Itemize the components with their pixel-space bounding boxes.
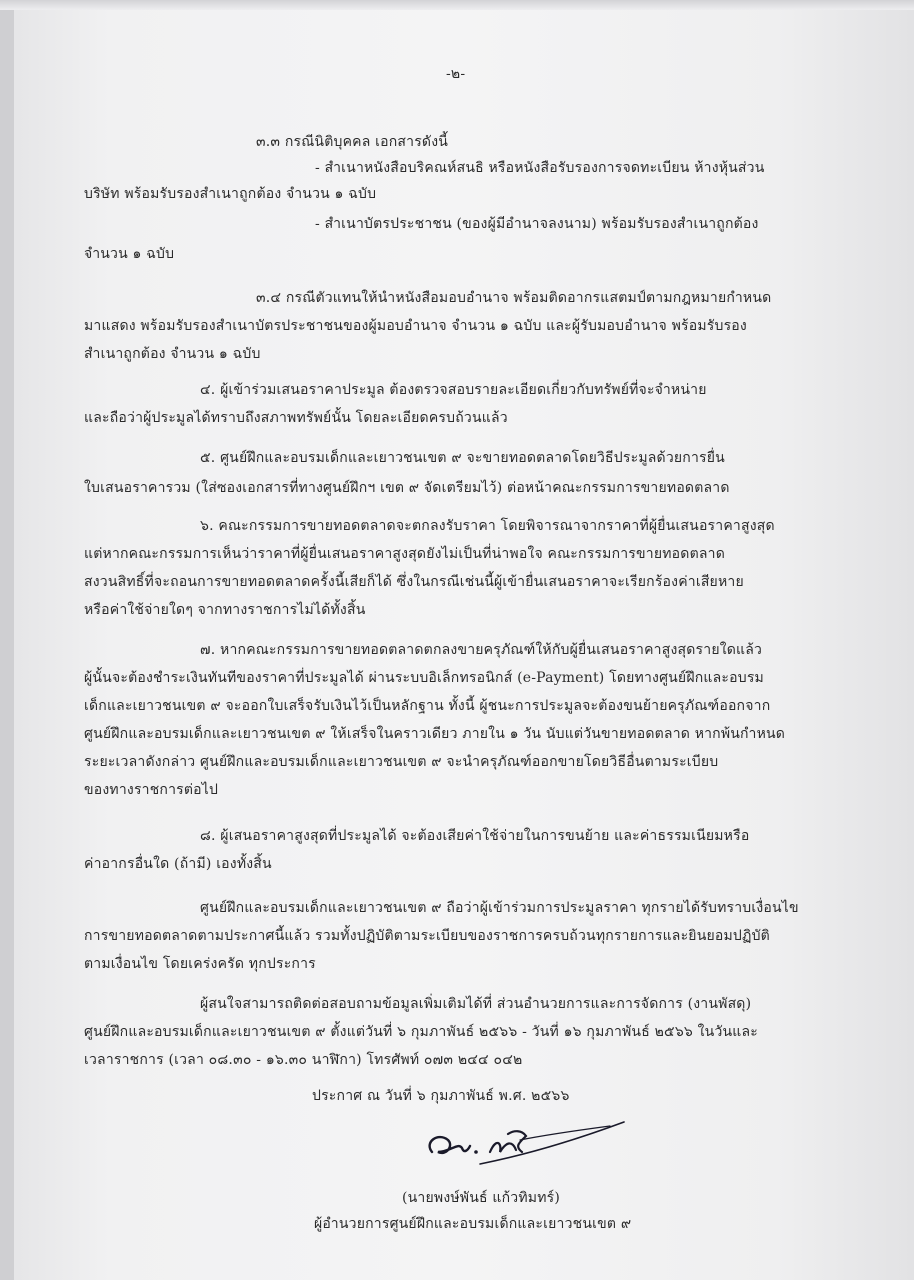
closing-1-line2: การขายทอดตลาดตามประกาศนี้แล้ว รวมทั้งปฏิบัติตามระเบียบของราชการครบถ้วนทุกรายการและยินยอมปฏิบัติ (84, 928, 770, 944)
section-3-3-heading: ๓.๓ กรณีนิติบุคคล เอกสารดังนี้ (256, 134, 449, 150)
closing-2-line1: ผู้สนใจสามารถติดต่อสอบถามข้อมูลเพิ่มเติมได้ที่ ส่วนอำนวยการและการจัดการ (งานพัสดุ) (200, 996, 752, 1012)
signatory-name: (นายพงษ์พันธ์ แก้วทิมทร์) (402, 1190, 561, 1206)
section-7-line3: เด็กและเยาวชนเขต ๙ จะออกใบเสร็จรับเงินไว้เป็นหลักฐาน ทั้งนี้ ผู้ชนะการประมูลจะต้องขนย้ายครุภัณฑ์ออกจาก (84, 698, 771, 714)
section-8-line2: ค่าอากรอื่นใด (ถ้ามี) เองทั้งสิ้น (84, 856, 272, 872)
section-4-line2: และถือว่าผู้ประมูลได้ทราบถึงสภาพทรัพย์นั้น โดยละเอียดครบถ้วนแล้ว (84, 410, 508, 426)
section-3-4-line2: มาแสดง พร้อมรับรองสำเนาบัตรประชาชนของผู้มอบอำนาจ จำนวน ๑ ฉบับ และผู้รับมอบอำนาจ พร้อมรับรอง (84, 318, 747, 334)
section-7-line4: ศูนย์ฝึกและอบรมเด็กและเยาวชนเขต ๙ ให้เสร็จในคราวเดียว ภายใน ๑ วัน นับแต่วันขายทอดตลาด หากพ้นกำหนด (84, 726, 786, 742)
section-7-line6: ของทางราชการต่อไป (84, 782, 219, 798)
section-6-line2: แต่หากคณะกรรมการเห็นว่าราคาที่ผู้ยื่นเสนอราคาสูงสุดยังไม่เป็นที่น่าพอใจ คณะกรรมการขายทอดตลาด (84, 546, 726, 562)
page-number: -๒- (446, 66, 466, 82)
section-6-line4: หรือค่าใช้จ่ายใดๆ จากทางราชการไม่ได้ทั้งสิ้น (84, 602, 366, 618)
section-6-line3: สงวนสิทธิ์ที่จะถอนการขายทอดตลาดครั้งนี้เสียก็ได้ ซึ่งในกรณีเช่นนี้ผู้เข้ายื่นเสนอราคาจะเรียกร้องค่าเสียหาย (84, 574, 744, 590)
section-7-line2: ผู้นั้นจะต้องชำระเงินทันทีของราคาที่ประมูลได้ ผ่านระบบอิเล็กทรอนิกส์ (e-Payment) โดยทางศูนย์ฝึกและอบรม (84, 670, 764, 686)
signatory-position: ผู้อำนวยการศูนย์ฝึกและอบรมเด็กและเยาวชนเขต ๙ (314, 1216, 632, 1232)
section-3-3-item2-cont: จำนวน ๑ ฉบับ (84, 246, 175, 262)
closing-2-line3: เวลาราชการ (เวลา ๐๘.๓๐ - ๑๖.๓๐ นาฬิกา) โทรศัพท์ ๐๗๓ ๒๔๔ ๐๔๒ (84, 1052, 523, 1068)
section-5-line2: ใบเสนอราคารวม (ใส่ซองเอกสารที่ทางศูนย์ฝึกฯ เขต ๙ จัดเตรียมไว้) ต่อหน้าคณะกรรมการขายทอดตลาด (84, 480, 730, 496)
section-4-line1: ๔. ผู้เข้าร่วมเสนอราคาประมูล ต้องตรวจสอบรายละเอียดเกี่ยวกับทรัพย์ที่จะจำหน่าย (200, 382, 707, 398)
section-3-4-line1: ๓.๔ กรณีตัวแทนให้นำหนังสือมอบอำนาจ พร้อมติดอากรแสตมป์ตามกฎหมายกำหนด (256, 290, 772, 306)
section-3-4-line3: สำเนาถูกต้อง จำนวน ๑ ฉบับ (84, 346, 261, 362)
announce-date: ประกาศ ณ วันที่ ๖ กุมภาพันธ์ พ.ศ. ๒๕๖๖ (312, 1088, 570, 1104)
section-3-3-item2: - สำเนาบัตรประชาชน (ของผู้มีอำนาจลงนาม) พร้อมรับรองสำเนาถูกต้อง (315, 216, 759, 232)
section-6-line1: ๖. คณะกรรมการขายทอดตลาดจะตกลงรับราคา โดยพิจารณาจากราคาที่ผู้ยื่นเสนอราคาสูงสุด (200, 518, 775, 534)
section-7-line5: ระยะเวลาดังกล่าว ศูนย์ฝึกและอบรมเด็กและเยาวชนเขต ๙ จะนำครุภัณฑ์ออกขายโดยวิธีอื่นตามระเบียบ (84, 754, 719, 770)
section-5-line1: ๕. ศูนย์ฝึกและอบรมเด็กและเยาวชนเขต ๙ จะขายทอดตลาดโดยวิธีประมูลด้วยการยื่น (200, 450, 725, 466)
section-3-3-item1-cont: บริษัท พร้อมรับรองสำเนาถูกต้อง จำนวน ๑ ฉบับ (84, 186, 377, 202)
section-8-line1: ๘. ผู้เสนอราคาสูงสุดที่ประมูลได้ จะต้องเสียค่าใช้จ่ายในการขนย้าย และค่าธรรมเนียมหรือ (200, 828, 750, 844)
handwritten-signature (410, 1112, 630, 1172)
section-3-3-item1: - สำเนาหนังสือบริคณห์สนธิ หรือหนังสือรับรองการจดทะเบียน ห้างหุ้นส่วน (315, 160, 765, 176)
closing-2-line2: ศูนย์ฝึกและอบรมเด็กและเยาวชนเขต ๙ ตั้งแต่วันที่ ๖ กุมภาพันธ์ ๒๕๖๖ - วันที่ ๑๖ กุมภาพันธ์ ๒๕๖๖ ในวันและ (84, 1024, 759, 1040)
section-7-line1: ๗. หากคณะกรรมการขายทอดตลาดตกลงขายครุภัณฑ์ให้กับผู้ยื่นเสนอราคาสูงสุดรายใดแล้ว (200, 642, 763, 658)
closing-1-line1: ศูนย์ฝึกและอบรมเด็กและเยาวชนเขต ๙ ถือว่าผู้เข้าร่วมการประมูลราคา ทุกรายได้รับทราบเงื่อนไข (200, 900, 799, 916)
closing-1-line3: ตามเงื่อนไข โดยเคร่งครัด ทุกประการ (84, 956, 316, 972)
